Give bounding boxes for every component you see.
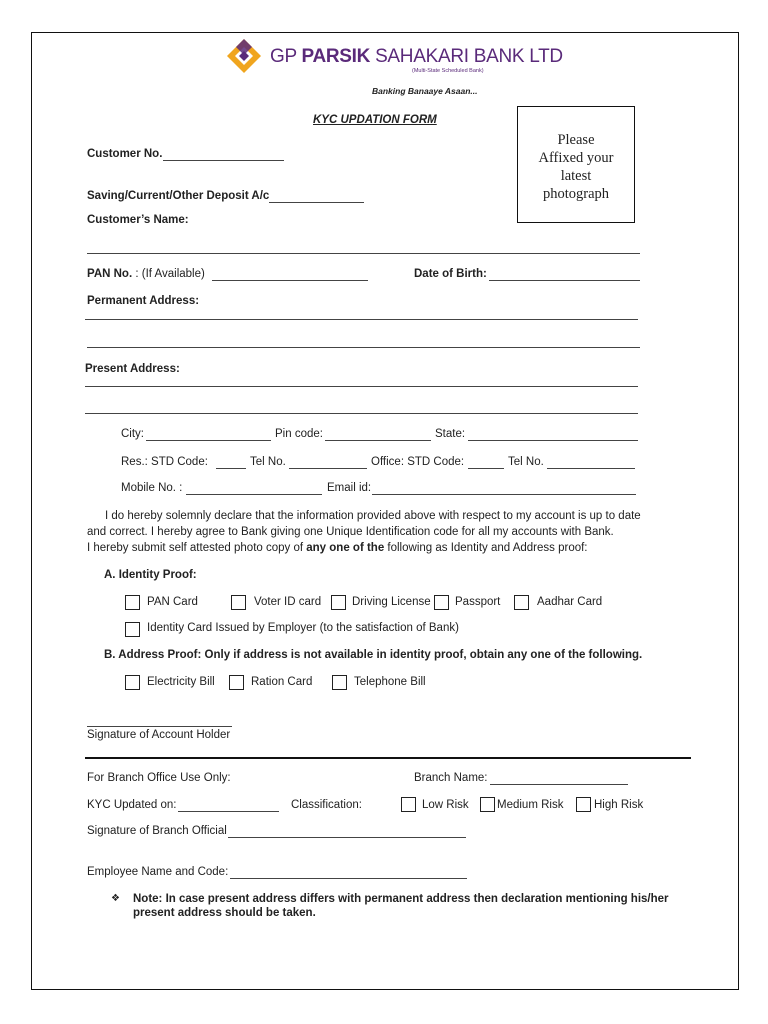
email-field[interactable] [372, 494, 636, 495]
driving-license-checkbox[interactable] [331, 595, 346, 610]
electricity-bill-checkbox[interactable] [125, 675, 140, 690]
pan-label: PAN No. : (If Available) [87, 268, 205, 280]
employer-id-checkbox[interactable] [125, 622, 140, 637]
identity-proof-heading: A. Identity Proof: [104, 569, 197, 581]
pin-code-field[interactable] [325, 440, 431, 441]
voter-id-label: Voter ID card [254, 596, 322, 608]
bank-name: GP PARSIK SAHAKARI BANK LTD [270, 46, 563, 67]
declaration-line-2: and correct. I hereby agree to Bank giving one Unique Identification code for all my accounts with Bank. [87, 526, 614, 538]
note-line-2: present address should be taken. [133, 907, 316, 919]
permanent-address-label: Permanent Address: [87, 295, 200, 307]
section-divider [85, 757, 691, 759]
classification-label: Classification: [291, 799, 362, 811]
kyc-updated-label: KYC Updated on: [87, 799, 177, 811]
aadhar-card-label: Aadhar Card [537, 596, 603, 608]
high-risk-label: High Risk [594, 799, 644, 811]
telephone-bill-label: Telephone Bill [354, 676, 426, 688]
present-address-line-2[interactable] [85, 413, 638, 414]
telephone-bill-checkbox[interactable] [332, 675, 347, 690]
mobile-field[interactable] [186, 494, 322, 495]
pan-card-label: PAN Card [147, 596, 198, 608]
driving-license-label: Driving License [352, 596, 431, 608]
address-proof-heading: B. Address Proof: Only if address is not available in identity proof, obtain any one of the following. [104, 649, 643, 661]
declaration-line-3: I hereby submit self attested photo copy of any one of the following as Identity and Address proof: [87, 542, 588, 554]
customer-no-label: Customer No. [87, 148, 163, 160]
present-address-label: Present Address: [85, 363, 180, 375]
email-label: Email id: [327, 482, 372, 494]
ration-card-label: Ration Card [251, 676, 313, 688]
branch-official-signature-field[interactable] [228, 837, 466, 838]
permanent-address-line-1[interactable] [85, 319, 638, 320]
permanent-address-line-2[interactable] [87, 347, 640, 348]
kyc-updated-field[interactable] [178, 811, 279, 812]
electricity-bill-label: Electricity Bill [147, 676, 215, 688]
employee-label: Employee Name and Code: [87, 866, 229, 878]
pan-field[interactable] [212, 280, 368, 281]
branch-name-field[interactable] [490, 784, 628, 785]
customer-no-field[interactable] [163, 160, 284, 161]
note-line-1: Note: In case present address differs with permanent address then declaration mentioning his/her [133, 893, 669, 905]
tel-no-label: Tel No. [250, 456, 286, 468]
low-risk-checkbox[interactable] [401, 797, 416, 812]
mobile-label: Mobile No. : [121, 482, 183, 494]
office-std-field[interactable] [468, 468, 504, 469]
city-label: City: [121, 428, 144, 440]
photo-box: Please Affixed your latest photograph [517, 106, 635, 223]
employer-id-label: Identity Card Issued by Employer (to the satisfaction of Bank) [147, 622, 459, 634]
account-label: Saving/Current/Other Deposit A/c [87, 190, 270, 202]
state-label: State: [435, 428, 466, 440]
tel-no-field[interactable] [289, 468, 367, 469]
dob-field[interactable] [489, 280, 640, 281]
customer-name-field[interactable] [87, 253, 640, 254]
ration-card-checkbox[interactable] [229, 675, 244, 690]
res-std-field[interactable] [216, 468, 246, 469]
res-std-label: Res.: STD Code: [121, 456, 208, 468]
holder-signature-line[interactable] [87, 726, 232, 727]
low-risk-label: Low Risk [422, 799, 469, 811]
holder-signature-label: Signature of Account Holder [87, 729, 231, 741]
bank-subtitle: (Multi-State Scheduled Bank) [412, 68, 484, 74]
voter-id-checkbox[interactable] [231, 595, 246, 610]
pin-code-label: Pin code: [275, 428, 323, 440]
customer-name-label: Customer’s Name: [87, 214, 189, 226]
declaration-line-1: I do hereby solemnly declare that the information provided above with respect to my account is up to date [105, 510, 641, 522]
high-risk-checkbox[interactable] [576, 797, 591, 812]
branch-office-use-label: For Branch Office Use Only: [87, 772, 231, 784]
tel-no-2-label: Tel No. [508, 456, 544, 468]
tel-no-2-field[interactable] [547, 468, 635, 469]
note-bullet-icon: ❖ [111, 893, 120, 904]
branch-name-label: Branch Name: [414, 772, 488, 784]
passport-label: Passport [455, 596, 501, 608]
form-title: KYC UPDATION FORM [313, 114, 437, 126]
medium-risk-checkbox[interactable] [480, 797, 495, 812]
passport-checkbox[interactable] [434, 595, 449, 610]
aadhar-card-checkbox[interactable] [514, 595, 529, 610]
city-field[interactable] [146, 440, 271, 441]
state-field[interactable] [468, 440, 638, 441]
present-address-line-1[interactable] [85, 386, 638, 387]
dob-label: Date of Birth: [414, 268, 487, 280]
office-std-label: Office: STD Code: [371, 456, 465, 468]
medium-risk-label: Medium Risk [497, 799, 564, 811]
bank-tagline: Banking Banaaye Asaan... [372, 86, 478, 96]
account-field[interactable] [269, 202, 364, 203]
employee-field[interactable] [230, 878, 467, 879]
branch-official-signature-label: Signature of Branch Official [87, 825, 227, 837]
pan-card-checkbox[interactable] [125, 595, 140, 610]
bank-logo-icon [226, 38, 262, 74]
